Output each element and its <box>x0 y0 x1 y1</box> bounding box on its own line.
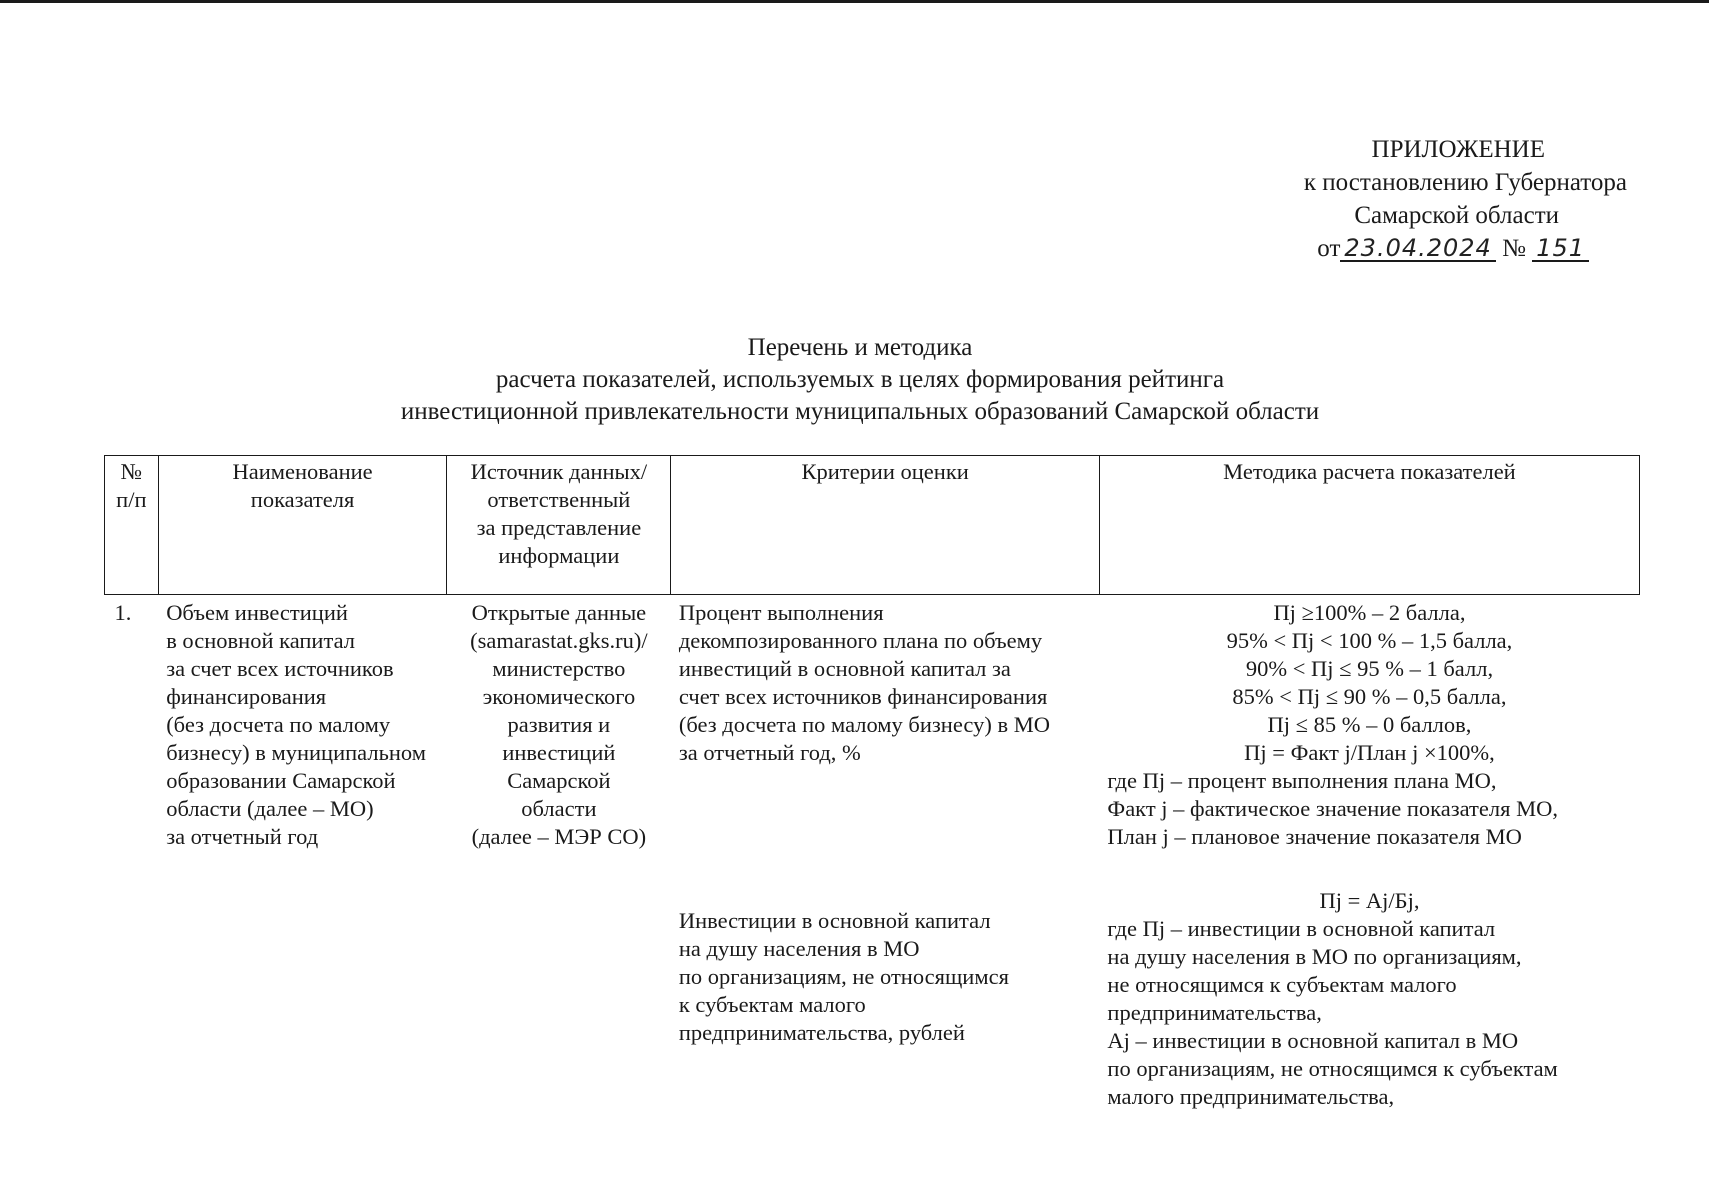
header-criteria: Критерии оценки <box>671 456 1100 595</box>
scan-top-border <box>0 0 1709 3</box>
data-source-cell: Открытые данные (samarastat.gks.ru)/ министерство экономического развития и инвестиций Самарской области (далее – МЭР СО) <box>470 600 648 849</box>
approval-stamp <box>1207 133 1627 265</box>
header-name: Наименование показателя <box>158 456 447 595</box>
approval-line-3: Самарской области <box>1354 202 1559 229</box>
document-title <box>200 332 1520 428</box>
row-number: 1. <box>114 600 132 625</box>
approval-line-2: к постановлению Губернатора <box>1303 169 1627 196</box>
handwritten-date: 23.04.2024 <box>1340 236 1495 262</box>
approval-date-line <box>1207 232 1627 265</box>
title-line-1: Перечень и методика <box>747 334 973 361</box>
header-num: № п/п <box>105 456 159 595</box>
criteria-block-1: Процент выполнения декомпозированного плана по объему инвестиций в основной капитал за счет всех источников финансирования (без досчета по малому бизнесу) в МО за отчетный год, % <box>678 600 1050 765</box>
method-block-1: Пj ≥100% – 2 балла, 95% < Пj < 100 % – 1,5 балла, 90% < Пj ≤ 95 % – 1 балл, 85% < Пj ≤ 90 % – 0,5 балла, Пj ≤ 85 % – 0 баллов, Пj = Факт j/План j ×100%, где Пj – процент выполнения плана МО, Факт j – фактическое значение показателя МО, План j – плановое значение показателя МО <box>1107 600 1558 849</box>
approval-title: ПРИЛОЖЕНИЕ <box>1371 136 1545 163</box>
date-prefix: от <box>1317 235 1341 262</box>
criteria-block-2: Инвестиции в основной капитал на душу населения в МО по организациям, не относящимся к субъектам малого предпринимательства, рублей <box>678 908 1009 1045</box>
method-block-2: Пj = Аj/Бj, где Пj – инвестиции в основной капитал на душу населения в МО по организациям, не относящимся к субъектам малого предпринимательства, Аj – инвестиции в основной капитал в МО по организациям, не относящимся к субъектам малого предпринимательства, <box>1107 888 1558 1109</box>
header-source: Источник данных/ ответственный за представление информации <box>447 456 671 595</box>
table-row <box>105 599 1640 1111</box>
table-header-row <box>105 456 1640 595</box>
title-line-3: инвестиционной привлекательности муниципальных образований Самарской области <box>400 398 1320 425</box>
header-method: Методика расчета показателей <box>1099 456 1639 595</box>
indicators-table <box>104 455 1640 1111</box>
indicator-name-cell: Объем инвестиций в основной капитал за счет всех источников финансирования (без досчета по малому бизнесу) в муниципальном образовании Самарской области (далее – МО) за отчетный год <box>166 600 426 849</box>
number-prefix: № <box>1502 235 1526 262</box>
method-cell <box>1099 599 1639 1111</box>
handwritten-number: 151 <box>1532 236 1589 262</box>
title-line-2: расчета показателей, используемых в целях формирования рейтинга <box>495 366 1225 393</box>
criteria-cell <box>671 599 1100 1111</box>
